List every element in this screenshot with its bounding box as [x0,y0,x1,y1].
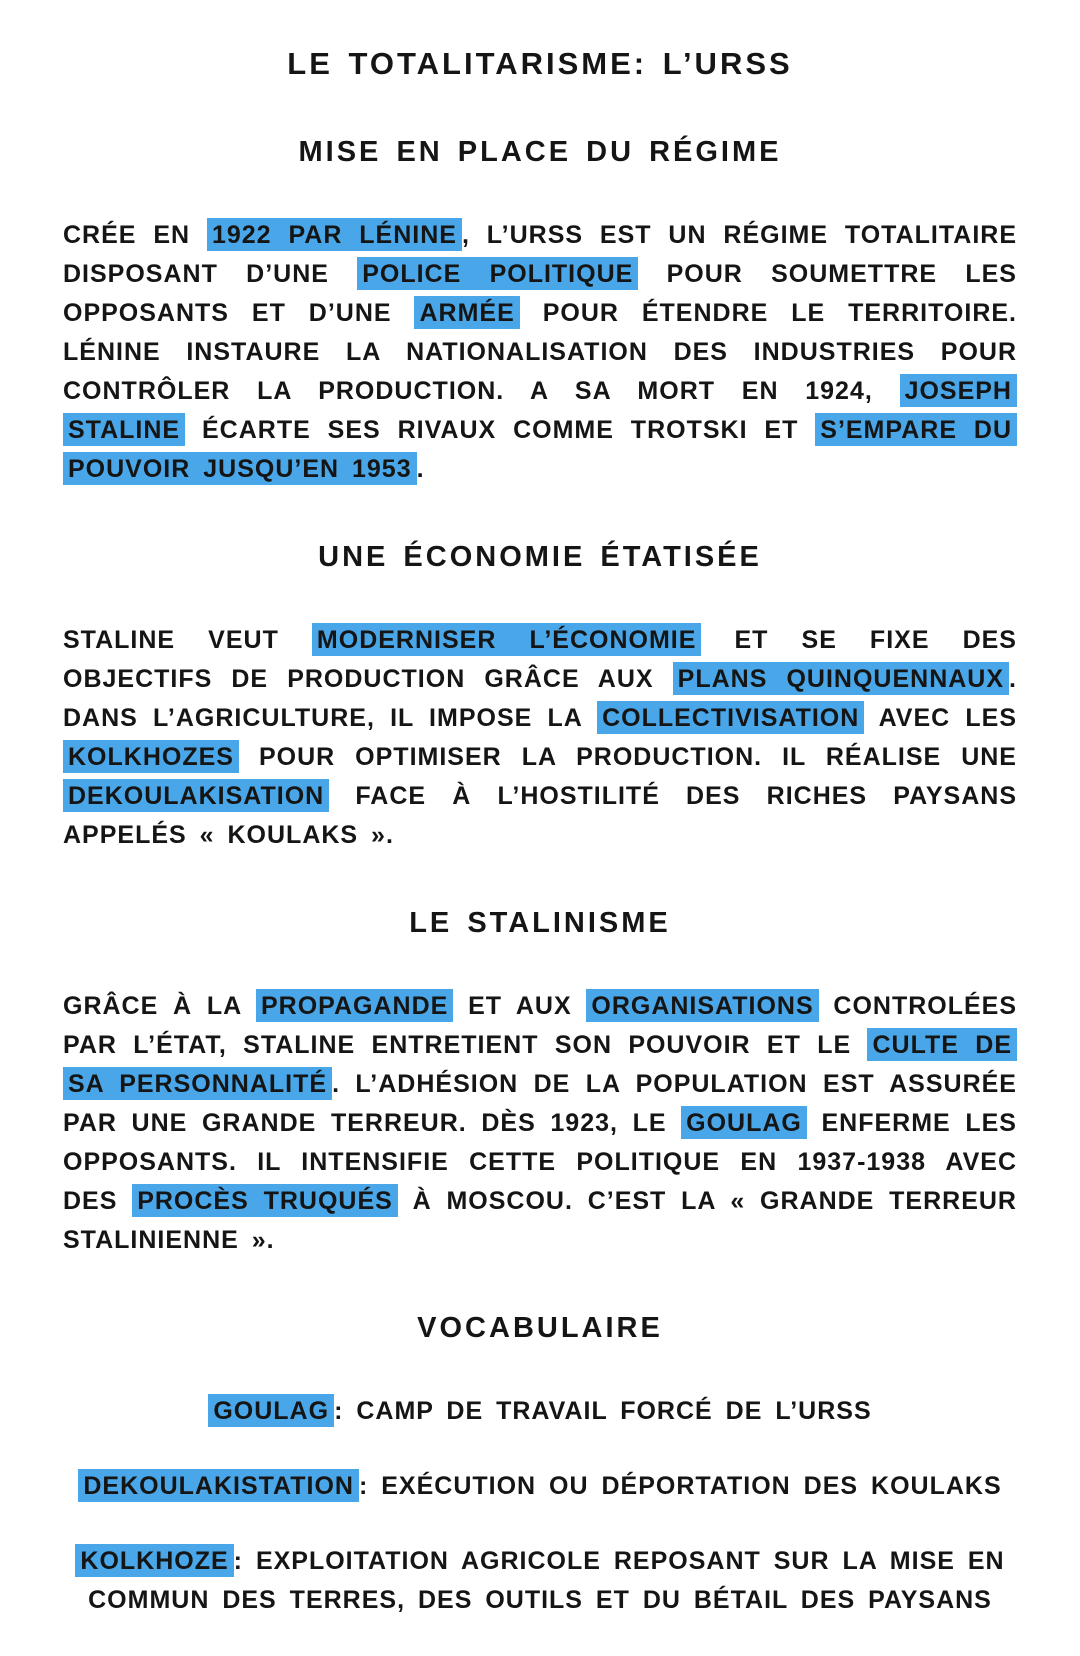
text-run: ENFERME LES OPPOSANTS. IL INTENSIFIE CETTE POLITIQUE EN 1937-1938 AVEC DES [63,1109,1017,1215]
highlighted-term: KOLKHOZE [75,1544,233,1577]
highlighted-term: KOLKHOZES [63,740,239,773]
highlighted-term: GOULAG [208,1394,334,1427]
section-heading: MISE EN PLACE DU RÉGIME [298,136,782,168]
text-run: POUR OPTIMISER LA PRODUCTION. IL RÉALISE UNE [238,743,1017,771]
paragraph [63,621,1017,855]
highlighted-term: JOSEPH STALINE [63,374,1017,446]
highlighted-term: CULTE DE SA PERSONNALITÉ [63,1028,1017,1100]
highlighted-term: GOULAG [681,1106,807,1139]
paragraph [63,216,1017,489]
highlighted-term: COLLECTIVISATION [597,701,864,734]
text-run: ET SE FIXE DES OBJECTIFS DE PRODUCTION GRÂCE AUX [63,626,1017,693]
section-heading: LE STALINISME [409,907,671,939]
text-run: GRÂCE À LA [63,992,256,1020]
document-section [63,539,1017,855]
highlighted-term: POLICE POLITIQUE [357,257,638,290]
document-title: LE TOTALITARISME: L’URSS [287,46,793,81]
text-run: : CAMP DE TRAVAIL FORCÉ DE L’URSS [334,1397,872,1425]
paragraph [63,1467,1017,1506]
highlighted-term: DEKOULAKISTATION [78,1469,359,1502]
section-heading: UNE ÉCONOMIE ÉTATISÉE [318,541,762,573]
highlighted-term: PROPAGANDE [256,989,453,1022]
section-heading: VOCABULAIRE [417,1312,663,1344]
text-run: . [416,455,425,483]
text-run: CONTROLÉES PAR L’ÉTAT, STALINE ENTRETIENT SON POUVOIR ET LE [63,992,1018,1059]
highlighted-term: ARMÉE [414,296,519,329]
highlighted-term: ORGANISATIONS [586,989,818,1022]
text-run: : EXÉCUTION OU DÉPORTATION DES KOULAKS [358,1472,1002,1500]
highlighted-term: 1922 PAR LÉNINE [207,218,462,251]
text-run: FACE À L’HOSTILITÉ DES RICHES PAYSANS APPELÉS « KOULAKS ». [63,782,1017,849]
text-run: . L’ADHÉSION DE LA POPULATION EST ASSURÉE PAR UNE GRANDE TERREUR. DÈS 1923, LE [63,1070,1017,1137]
highlighted-term: S’EMPARE DU POUVOIR JUSQU’EN 1953 [63,413,1017,485]
text-run: CRÉE EN [63,221,207,249]
text-run: POUR ÉTENDRE LE TERRITOIRE. LÉNINE INSTAURE LA NATIONALISATION DES INDUSTRIES POUR CONTRÔLER LA PRODUCTION. A SA MORT EN 1924, [63,299,1017,405]
document-section [63,905,1017,1260]
text-run: À MOSCOU. C’EST LA « GRANDE TERREUR STALINIENNE ». [63,1187,1017,1254]
text-run: ET AUX [453,992,587,1020]
highlighted-term: PROCÈS TRUQUÉS [132,1184,398,1217]
document-section [63,1310,1017,1620]
document-section [63,134,1017,489]
document-sections [63,134,1017,1620]
text-run: : EXPLOITATION AGRICOLE REPOSANT SUR LA MISE EN COMMUN DES TERRES, DES OUTILS ET DU BÉTAIL DES PAYSANS [88,1547,1005,1614]
paragraph [63,1392,1017,1431]
text-run: ÉCARTE SES RIVAUX COMME TROTSKI ET [185,416,816,444]
text-run: . DANS L’AGRICULTURE, IL IMPOSE LA [63,665,1017,732]
text-run: POUR SOUMETTRE LES OPPOSANTS ET D’UNE [63,260,1017,327]
paragraph [63,1542,1017,1620]
text-run: STALINE VEUT [63,626,312,654]
highlighted-term: DEKOULAKISATION [63,779,329,812]
paragraph [63,987,1017,1260]
highlighted-term: MODERNISER L’ÉCONOMIE [312,623,702,656]
text-run: AVEC LES [864,704,1017,732]
text-run: , L’URSS EST UN RÉGIME TOTALITAIRE DISPOSANT D’UNE [63,221,1018,288]
highlighted-term: PLANS QUINQUENNAUX [673,662,1009,695]
